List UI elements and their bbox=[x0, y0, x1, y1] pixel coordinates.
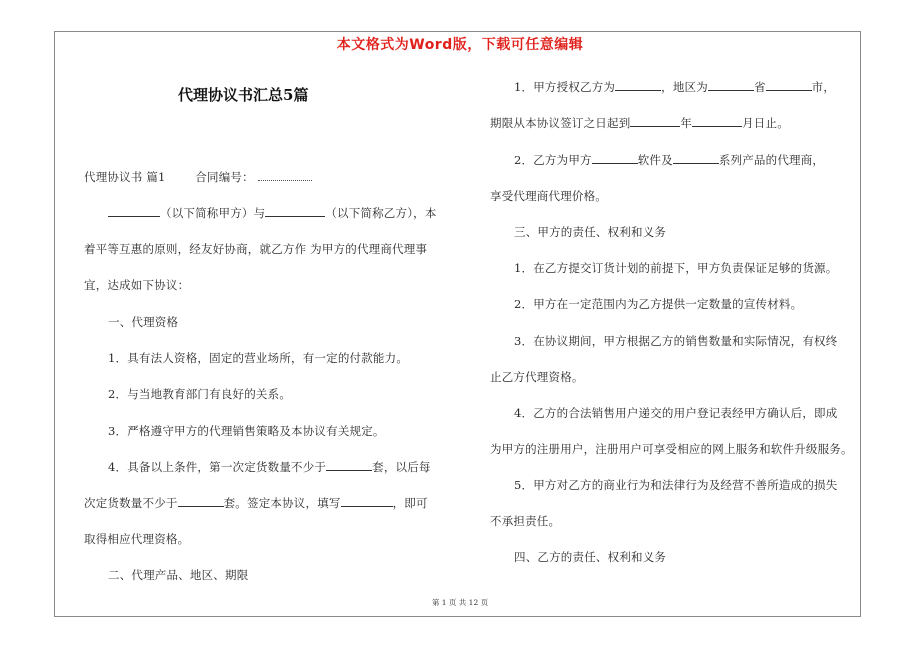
clause-3-4-line-1: 4．乙方的合法销售用户递交的用户登记表经甲方确认后，即成 bbox=[514, 406, 838, 420]
clause-3-4-line-2: 为甲方的注册用户，注册用户可享受相应的网上服务和软件升级服务。 bbox=[490, 442, 853, 456]
party-b-blank bbox=[265, 205, 325, 217]
clause-1-4-text-b: 套，以后每 bbox=[372, 460, 431, 474]
month-blank bbox=[692, 115, 742, 127]
clause-2-2-text-a: 2．乙方为甲方 bbox=[514, 153, 592, 167]
authorization-blank bbox=[615, 79, 661, 91]
clause-2-1-text-g: 月日止。 bbox=[742, 116, 789, 130]
clause-3-1: 1．在乙方提交订货计划的前提下，甲方负责保证足够的货源。 bbox=[514, 261, 838, 275]
clause-3-2: 2．甲方在一定范围内为乙方提供一定数量的宣传材料。 bbox=[514, 297, 803, 311]
province-blank bbox=[708, 79, 754, 91]
document-title: 代理协议书汇总5篇 bbox=[178, 86, 309, 104]
clause-1-4-line-3: 取得相应代理资格。 bbox=[84, 532, 190, 546]
clause-2-1-text-d: 市， bbox=[811, 80, 836, 94]
fill-in-blank bbox=[341, 495, 393, 507]
paragraph-intro-line-1 bbox=[108, 205, 437, 221]
clause-2-1-text-f: 年 bbox=[680, 116, 693, 130]
paragraph-intro-line-3: 宜，达成如下协议： bbox=[84, 278, 190, 292]
clause-2-2-line-2: 享受代理商代理价格。 bbox=[490, 189, 607, 203]
clause-3-5-line-1: 5．甲方对乙方的商业行为和法律行为及经营不善所造成的损失 bbox=[514, 478, 838, 492]
year-blank bbox=[630, 115, 680, 127]
series-blank bbox=[673, 152, 719, 164]
paragraph-intro-line-2: 着平等互惠的原则，经友好协商，就乙方作 为甲方的代理商代理事 bbox=[84, 242, 428, 256]
clause-1-4-text-c: 次定货数量不少于 bbox=[84, 496, 178, 510]
software-blank bbox=[592, 152, 638, 164]
party-a-blank bbox=[108, 205, 160, 217]
contract-number-label: 合同编号： bbox=[195, 170, 254, 184]
clause-1-4-line-1 bbox=[108, 459, 431, 475]
word-format-banner: 本文格式为Word版，下载可任意编辑 bbox=[336, 37, 584, 53]
clause-1-4-line-2 bbox=[84, 495, 428, 511]
clause-2-1-text-e: 期限从本协议签订之日起到 bbox=[490, 116, 631, 130]
agreement-heading-line bbox=[84, 169, 312, 185]
clause-3-3-line-1: 3．在协议期间，甲方根据乙方的销售数量和实际情况，有权终 bbox=[514, 334, 838, 348]
clause-2-2-text-c: 系列产品的代理商， bbox=[718, 153, 825, 167]
clause-2-1-text-a: 1．甲方授权乙方为 bbox=[514, 80, 616, 94]
clause-1-4-text-e: ，即可 bbox=[392, 496, 428, 510]
intro-text-a: （以下简称甲方）与 bbox=[160, 206, 266, 220]
clause-2-1-text-c: 省 bbox=[753, 80, 766, 94]
clause-3-5-line-2: 不承担责任。 bbox=[490, 514, 561, 528]
clause-1-2: 2．与当地教育部门有良好的关系。 bbox=[108, 387, 292, 401]
clause-1-4-text-a: 4．具备以上条件，第一次定货数量不少于 bbox=[108, 460, 327, 474]
clause-1-4-text-d: 套。签定本协议，填写 bbox=[223, 496, 341, 510]
clause-2-1-line-2 bbox=[490, 115, 789, 131]
section-3-heading: 三、甲方的责任、权利和义务 bbox=[514, 225, 667, 239]
clause-2-1-text-b: ，地区为 bbox=[661, 80, 708, 94]
clause-2-1-line-1 bbox=[514, 79, 835, 95]
page-number-footer: 第 1 页 共 12 页 bbox=[431, 598, 489, 607]
section-2-heading: 二、代理产品、地区、期限 bbox=[108, 568, 249, 582]
clause-3-3-line-2: 止乙方代理资格。 bbox=[490, 370, 584, 384]
intro-text-b: （以下简称乙方），本 bbox=[325, 206, 437, 220]
agreement-heading: 代理协议书 篇1 bbox=[84, 170, 166, 184]
city-blank bbox=[766, 79, 812, 91]
contract-number-blank bbox=[258, 169, 312, 181]
later-order-blank bbox=[178, 495, 224, 507]
clause-1-1: 1．具有法人资格，固定的营业场所，有一定的付款能力。 bbox=[108, 351, 409, 365]
clause-2-2-text-b: 软件及 bbox=[637, 153, 673, 167]
first-order-blank bbox=[326, 459, 372, 471]
section-1-heading: 一、代理资格 bbox=[108, 315, 179, 329]
section-4-heading: 四、乙方的责任、权利和义务 bbox=[514, 550, 667, 564]
clause-2-2-line-1 bbox=[514, 152, 824, 168]
clause-1-3: 3．严格遵守甲方的代理销售策略及本协议有关规定。 bbox=[108, 424, 385, 438]
